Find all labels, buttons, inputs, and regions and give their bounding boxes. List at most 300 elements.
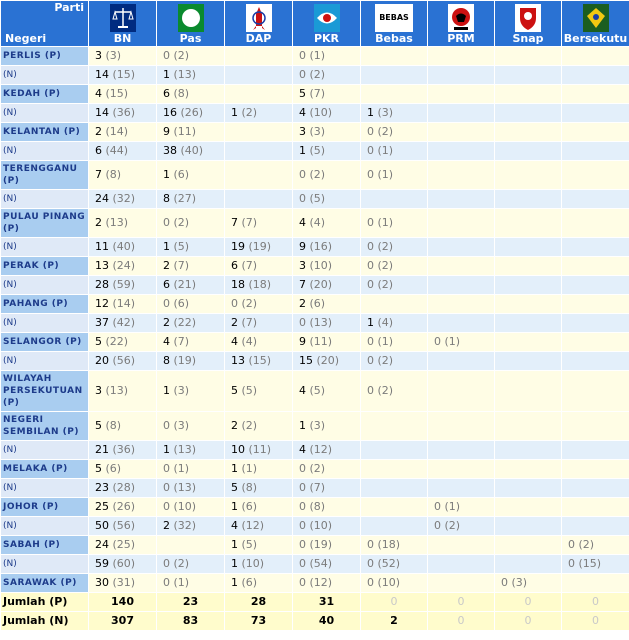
cell-bn xyxy=(89,85,156,103)
party-header-bebas[interactable] xyxy=(361,1,427,46)
cell-pkr xyxy=(293,257,360,275)
cell-snap xyxy=(495,295,561,313)
seats-won: 1 xyxy=(163,68,174,81)
row-label[interactable]: PAHANG (P) xyxy=(1,295,88,313)
row-label[interactable]: (N) xyxy=(1,238,88,256)
cell-bebas xyxy=(361,66,427,84)
table-row xyxy=(1,314,629,332)
seats-contested: (7) xyxy=(241,216,258,229)
seats-won: 4 xyxy=(299,384,310,397)
row-label[interactable]: TERENGGANU (P) xyxy=(1,161,88,189)
corner-header xyxy=(1,1,88,46)
seats-contested: (12) xyxy=(309,443,333,456)
cell-dap xyxy=(225,441,292,459)
seats-won: 4 xyxy=(231,519,242,532)
cell-snap xyxy=(495,276,561,294)
cell-pkr xyxy=(293,314,360,332)
seats-contested: 0 (2) xyxy=(299,168,326,181)
row-label[interactable]: PERAK (P) xyxy=(1,257,88,275)
seats-won: 5 xyxy=(231,481,242,494)
table-row xyxy=(1,238,629,256)
cell-prm xyxy=(428,47,494,65)
table-row xyxy=(1,352,629,370)
seats-contested: 0 (2) xyxy=(367,278,394,291)
cell-pas xyxy=(157,161,224,189)
seats-contested: (8) xyxy=(241,481,258,494)
row-label[interactable]: (N) xyxy=(1,276,88,294)
row-label[interactable]: NEGERI SEMBILAN (P) xyxy=(1,412,88,440)
seats-contested: (42) xyxy=(112,316,136,329)
cell-prm xyxy=(428,85,494,103)
seats-won: 12 xyxy=(95,297,113,310)
cell-prm xyxy=(428,517,494,535)
cell-bn xyxy=(89,517,156,535)
seats-contested: 0 (1) xyxy=(434,500,461,513)
seats-contested: (13) xyxy=(173,68,197,81)
table-row xyxy=(1,479,629,497)
cell-pas xyxy=(157,498,224,516)
seats-contested: 0 (2) xyxy=(434,519,461,532)
cell-snap xyxy=(495,161,561,189)
cell-snap xyxy=(495,479,561,497)
seats-contested: (6) xyxy=(105,462,122,475)
cell-bebas xyxy=(361,555,427,573)
seats-contested: 0 (1) xyxy=(367,335,394,348)
cell-pas xyxy=(157,517,224,535)
cell-pkr xyxy=(293,536,360,554)
seats-contested: (28) xyxy=(112,481,136,494)
seats-contested: 0 (52) xyxy=(367,557,401,570)
seats-won: 4 xyxy=(163,335,174,348)
seats-won: 1 xyxy=(231,576,242,589)
table-row xyxy=(1,295,629,313)
cell-bn xyxy=(89,238,156,256)
cell-snap xyxy=(495,257,561,275)
cell-bersekutu xyxy=(562,517,629,535)
seats-contested: 0 (10) xyxy=(367,576,401,589)
seats-contested: (27) xyxy=(173,192,197,205)
cell-bebas xyxy=(361,412,427,440)
seats-contested: (3) xyxy=(105,49,122,62)
seats-won: 7 xyxy=(231,216,242,229)
header-row xyxy=(1,1,629,46)
seats-contested: (5) xyxy=(309,384,326,397)
cell-bn xyxy=(89,412,156,440)
seats-won: 2 xyxy=(95,125,106,138)
cell-snap xyxy=(495,333,561,351)
total-bersekutu: 0 xyxy=(562,612,629,630)
total-pas: 23 xyxy=(157,593,224,611)
cell-prm xyxy=(428,441,494,459)
seats-contested: 0 (13) xyxy=(299,316,333,329)
table-row xyxy=(1,574,629,592)
seats-contested: (7) xyxy=(173,259,190,272)
cell-bersekutu xyxy=(562,161,629,189)
cell-bn xyxy=(89,498,156,516)
dap-rocket-icon xyxy=(246,4,272,32)
seats-contested: (20) xyxy=(309,278,333,291)
cell-bebas xyxy=(361,517,427,535)
cell-dap xyxy=(225,352,292,370)
cell-bersekutu xyxy=(562,479,629,497)
seats-won: 7 xyxy=(299,278,310,291)
cell-pas xyxy=(157,257,224,275)
seats-won: 24 xyxy=(95,192,113,205)
cell-dap xyxy=(225,412,292,440)
row-label[interactable]: PULAU PINANG (P) xyxy=(1,209,88,237)
cell-bn xyxy=(89,314,156,332)
seats-won: 20 xyxy=(95,354,113,367)
cell-pas xyxy=(157,536,224,554)
cell-pkr xyxy=(293,371,360,411)
cell-bebas xyxy=(361,209,427,237)
cell-dap xyxy=(225,47,292,65)
party-header-pas[interactable] xyxy=(157,1,224,46)
cell-bn xyxy=(89,47,156,65)
cell-pkr xyxy=(293,412,360,440)
seats-contested: 0 (1) xyxy=(163,462,190,475)
seats-contested: 0 (1) xyxy=(299,49,326,62)
cell-pkr xyxy=(293,123,360,141)
seats-contested: 0 (1) xyxy=(367,168,394,181)
row-label[interactable]: (N) xyxy=(1,517,88,535)
seats-won: 19 xyxy=(231,240,249,253)
cell-snap xyxy=(495,142,561,160)
seats-contested: (20) xyxy=(316,354,340,367)
cell-bebas xyxy=(361,574,427,592)
row-label[interactable]: (N) xyxy=(1,555,88,573)
row-label[interactable]: MELAKA (P) xyxy=(1,460,88,478)
row-label[interactable]: (N) xyxy=(1,314,88,332)
cell-pas xyxy=(157,574,224,592)
cell-bn xyxy=(89,142,156,160)
row-label[interactable]: KELANTAN (P) xyxy=(1,123,88,141)
party-header-prm[interactable] xyxy=(428,1,494,46)
cell-prm xyxy=(428,104,494,122)
seats-won: 9 xyxy=(163,125,174,138)
cell-prm xyxy=(428,295,494,313)
cell-pas xyxy=(157,333,224,351)
cell-prm xyxy=(428,371,494,411)
cell-pkr xyxy=(293,441,360,459)
cell-prm xyxy=(428,238,494,256)
row-label[interactable]: (N) xyxy=(1,352,88,370)
seats-contested: (25) xyxy=(112,538,136,551)
seats-contested: (6) xyxy=(309,297,326,310)
row-label[interactable]: SELANGOR (P) xyxy=(1,333,88,351)
total-snap: 0 xyxy=(495,593,561,611)
table-row xyxy=(1,142,629,160)
cell-snap xyxy=(495,555,561,573)
cell-bersekutu xyxy=(562,47,629,65)
cell-pas xyxy=(157,412,224,440)
seats-contested: (13) xyxy=(173,443,197,456)
seats-contested: (60) xyxy=(112,557,136,570)
party-header-bn[interactable] xyxy=(89,1,156,46)
row-label[interactable]: (N) xyxy=(1,142,88,160)
cell-pkr xyxy=(293,238,360,256)
totals-label: Jumlah (N) xyxy=(1,612,88,630)
row-label[interactable]: KEDAH (P) xyxy=(1,85,88,103)
seats-contested: (8) xyxy=(173,87,190,100)
party-name-bebas: Bebas xyxy=(375,32,413,45)
seats-contested: (10) xyxy=(309,106,333,119)
seats-won: 1 xyxy=(231,557,242,570)
cell-prm xyxy=(428,574,494,592)
cell-bebas xyxy=(361,276,427,294)
cell-bn xyxy=(89,295,156,313)
party-name-prm: PRM xyxy=(447,32,475,45)
table-row xyxy=(1,190,629,208)
seats-contested: 0 (12) xyxy=(299,576,333,589)
cell-snap xyxy=(495,352,561,370)
seats-won: 9 xyxy=(299,335,310,348)
cell-prm xyxy=(428,66,494,84)
seats-contested: 0 (54) xyxy=(299,557,333,570)
row-label[interactable]: (N) xyxy=(1,441,88,459)
seats-contested: 0 (3) xyxy=(501,576,528,589)
seats-won: 5 xyxy=(299,87,310,100)
cell-dap xyxy=(225,460,292,478)
seats-won: 30 xyxy=(95,576,113,589)
seats-contested: (59) xyxy=(112,278,136,291)
cell-pkr xyxy=(293,47,360,65)
totals-label: Jumlah (P) xyxy=(1,593,88,611)
seats-contested: 0 (10) xyxy=(163,500,197,513)
seats-won: 13 xyxy=(95,259,113,272)
party-header-bersekutu[interactable] xyxy=(562,1,629,46)
row-label[interactable]: SABAH (P) xyxy=(1,536,88,554)
party-name-pas: Pas xyxy=(179,32,202,45)
seats-won: 11 xyxy=(95,240,113,253)
cell-snap xyxy=(495,574,561,592)
cell-prm xyxy=(428,142,494,160)
seats-won: 2 xyxy=(163,259,174,272)
seats-won: 1 xyxy=(299,419,310,432)
seats-won: 5 xyxy=(95,335,106,348)
seats-contested: (6) xyxy=(241,576,258,589)
cell-pkr xyxy=(293,333,360,351)
cell-bebas xyxy=(361,161,427,189)
cell-pas xyxy=(157,555,224,573)
seats-contested: (12) xyxy=(241,519,265,532)
row-label[interactable]: (N) xyxy=(1,190,88,208)
seats-contested: 0 (2) xyxy=(367,354,394,367)
table-row xyxy=(1,536,629,554)
seats-contested: (2) xyxy=(241,106,258,119)
cell-pkr xyxy=(293,574,360,592)
total-dap: 28 xyxy=(225,593,292,611)
table-row xyxy=(1,257,629,275)
cell-bebas xyxy=(361,498,427,516)
cell-pkr xyxy=(293,460,360,478)
pas-moon-icon xyxy=(178,4,204,32)
cell-bebas xyxy=(361,314,427,332)
seats-contested: 0 (1) xyxy=(367,216,394,229)
seats-contested: 0 (13) xyxy=(163,481,197,494)
prm-emblem-icon xyxy=(448,4,474,32)
seats-contested: 0 (3) xyxy=(163,419,190,432)
total-prm: 0 xyxy=(428,593,494,611)
cell-bn xyxy=(89,123,156,141)
seats-won: 59 xyxy=(95,557,113,570)
row-label[interactable]: PERLIS (P) xyxy=(1,47,88,65)
party-header-dap[interactable] xyxy=(225,1,292,46)
seats-contested: (40) xyxy=(180,144,204,157)
seats-contested: 0 (5) xyxy=(299,192,326,205)
cell-snap xyxy=(495,85,561,103)
cell-bersekutu xyxy=(562,66,629,84)
seats-contested: (3) xyxy=(309,125,326,138)
cell-snap xyxy=(495,460,561,478)
pkr-eye-icon xyxy=(314,4,340,32)
cell-bersekutu xyxy=(562,142,629,160)
cell-bn xyxy=(89,352,156,370)
seats-won: 4 xyxy=(299,443,310,456)
seats-contested: (13) xyxy=(105,384,129,397)
seats-contested: 0 (2) xyxy=(367,384,394,397)
table-row xyxy=(1,47,629,65)
party-header-snap[interactable] xyxy=(495,1,561,46)
cell-snap xyxy=(495,536,561,554)
cell-bn xyxy=(89,190,156,208)
cell-pkr xyxy=(293,555,360,573)
cell-prm xyxy=(428,257,494,275)
row-label[interactable]: WILAYAH PERSEKUTUAN (P) xyxy=(1,371,88,411)
row-label[interactable]: JOHOR (P) xyxy=(1,498,88,516)
cell-bebas xyxy=(361,257,427,275)
seats-won: 1 xyxy=(163,168,174,181)
cell-bebas xyxy=(361,47,427,65)
row-label[interactable]: SARAWAK (P) xyxy=(1,574,88,592)
seats-contested: (11) xyxy=(173,125,197,138)
bersekutu-emblem-icon xyxy=(583,4,609,32)
cell-bersekutu xyxy=(562,209,629,237)
cell-bersekutu xyxy=(562,190,629,208)
total-bersekutu: 0 xyxy=(562,593,629,611)
cell-dap xyxy=(225,371,292,411)
seats-won: 4 xyxy=(299,106,310,119)
seats-won: 15 xyxy=(299,354,317,367)
cell-prm xyxy=(428,479,494,497)
cell-bn xyxy=(89,536,156,554)
cell-bersekutu xyxy=(562,460,629,478)
seats-won: 37 xyxy=(95,316,113,329)
row-label[interactable]: (N) xyxy=(1,104,88,122)
cell-dap xyxy=(225,190,292,208)
cell-pas xyxy=(157,190,224,208)
seats-contested: 0 (2) xyxy=(163,557,190,570)
cell-pkr xyxy=(293,209,360,237)
table-row xyxy=(1,209,629,237)
seats-won: 4 xyxy=(95,87,106,100)
seats-contested: (7) xyxy=(309,87,326,100)
cell-bebas xyxy=(361,190,427,208)
seats-won: 3 xyxy=(95,49,106,62)
seats-won: 5 xyxy=(95,419,106,432)
cell-bn xyxy=(89,276,156,294)
cell-dap xyxy=(225,104,292,122)
cell-bn xyxy=(89,574,156,592)
total-pkr: 31 xyxy=(293,593,360,611)
row-label[interactable]: (N) xyxy=(1,66,88,84)
seats-won: 1 xyxy=(163,443,174,456)
row-label[interactable]: (N) xyxy=(1,479,88,497)
cell-dap xyxy=(225,238,292,256)
seats-won: 6 xyxy=(95,144,106,157)
cell-bersekutu xyxy=(562,276,629,294)
cell-bebas xyxy=(361,479,427,497)
cell-dap xyxy=(225,295,292,313)
seats-won: 1 xyxy=(367,106,378,119)
seats-won: 3 xyxy=(299,125,310,138)
cell-bersekutu xyxy=(562,85,629,103)
cell-snap xyxy=(495,190,561,208)
table-row xyxy=(1,371,629,411)
seats-won: 3 xyxy=(299,259,310,272)
cell-snap xyxy=(495,47,561,65)
seats-contested: (56) xyxy=(112,519,136,532)
seats-contested: (10) xyxy=(309,259,333,272)
seats-contested: (4) xyxy=(377,316,394,329)
cell-dap xyxy=(225,85,292,103)
cell-pas xyxy=(157,209,224,237)
cell-bersekutu xyxy=(562,371,629,411)
cell-bebas xyxy=(361,460,427,478)
seats-won: 23 xyxy=(95,481,113,494)
seats-contested: 0 (1) xyxy=(434,335,461,348)
cell-bersekutu xyxy=(562,257,629,275)
cell-pkr xyxy=(293,161,360,189)
total-bebas: 2 xyxy=(361,612,427,630)
seats-contested: (5) xyxy=(241,538,258,551)
seats-contested: 0 (2) xyxy=(163,49,190,62)
cell-bersekutu xyxy=(562,574,629,592)
table-row xyxy=(1,66,629,84)
seats-won: 16 xyxy=(163,106,181,119)
seats-contested: 0 (2) xyxy=(367,259,394,272)
seats-contested: 0 (2) xyxy=(299,68,326,81)
seats-contested: (26) xyxy=(112,500,136,513)
party-header-pkr[interactable] xyxy=(293,1,360,46)
seats-contested: (44) xyxy=(105,144,129,157)
cell-dap xyxy=(225,333,292,351)
cell-dap xyxy=(225,498,292,516)
seats-contested: (5) xyxy=(241,384,258,397)
bn-scales-icon xyxy=(110,4,136,32)
cell-snap xyxy=(495,441,561,459)
seats-won: 8 xyxy=(163,192,174,205)
parti-label: Parti xyxy=(54,1,84,14)
seats-contested: 0 (1) xyxy=(367,144,394,157)
cell-bersekutu xyxy=(562,412,629,440)
seats-contested: (18) xyxy=(248,278,272,291)
seats-won: 14 xyxy=(95,106,113,119)
cell-pas xyxy=(157,142,224,160)
table-row xyxy=(1,441,629,459)
seats-contested: (3) xyxy=(377,106,394,119)
seats-contested: (6) xyxy=(241,500,258,513)
cell-bebas xyxy=(361,142,427,160)
seats-contested: (7) xyxy=(241,316,258,329)
seats-won: 28 xyxy=(95,278,113,291)
cell-snap xyxy=(495,104,561,122)
seats-won: 1 xyxy=(163,384,174,397)
cell-pas xyxy=(157,85,224,103)
seats-contested: (22) xyxy=(105,335,129,348)
cell-dap xyxy=(225,66,292,84)
cell-pkr xyxy=(293,352,360,370)
